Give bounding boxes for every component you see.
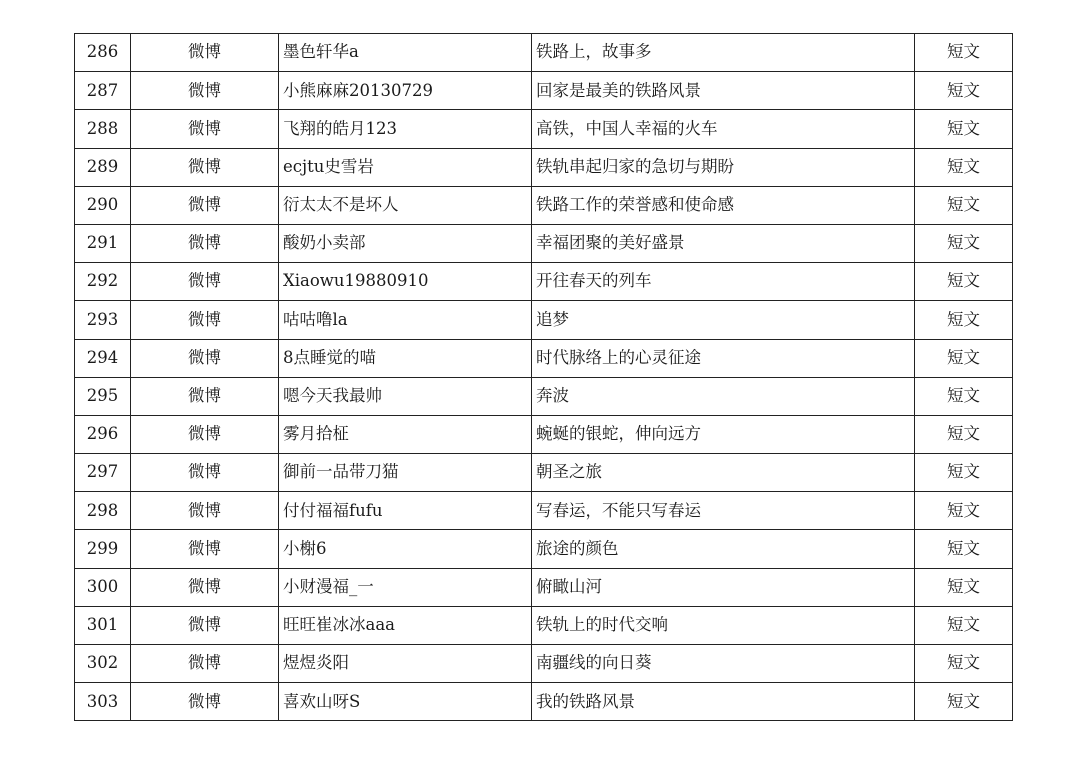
- cell-title: 旅途的颜色: [532, 530, 915, 568]
- cell-author: 喜欢山呀S: [279, 683, 532, 721]
- table-row: [75, 72, 1013, 110]
- cell-source: 微博: [131, 606, 279, 644]
- cell-number: 300: [75, 568, 131, 606]
- cell-title: 铁轨上的时代交响: [532, 606, 915, 644]
- table-row: [75, 224, 1013, 262]
- cell-number: 301: [75, 606, 131, 644]
- cell-type: 短文: [915, 301, 1013, 339]
- cell-author: 小熊麻麻20130729: [279, 72, 532, 110]
- cell-title: 开往春天的列车: [532, 263, 915, 301]
- cell-source: 微博: [131, 263, 279, 301]
- entries-table-container: [74, 33, 1005, 721]
- cell-source: 微博: [131, 186, 279, 224]
- cell-type: 短文: [915, 645, 1013, 683]
- cell-type: 短文: [915, 530, 1013, 568]
- cell-author: 衍太太不是坏人: [279, 186, 532, 224]
- table-row: [75, 339, 1013, 377]
- cell-title: 写春运，不能只写春运: [532, 492, 915, 530]
- cell-author: 墨色轩华a: [279, 34, 532, 72]
- table-row: [75, 645, 1013, 683]
- table-row: [75, 492, 1013, 530]
- cell-number: 303: [75, 683, 131, 721]
- cell-source: 微博: [131, 110, 279, 148]
- cell-type: 短文: [915, 454, 1013, 492]
- table-row: [75, 148, 1013, 186]
- cell-author: 煜煜炎阳: [279, 645, 532, 683]
- cell-author: 8点睡觉的喵: [279, 339, 532, 377]
- cell-title: 我的铁路风景: [532, 683, 915, 721]
- table-row: [75, 301, 1013, 339]
- cell-number: 287: [75, 72, 131, 110]
- cell-type: 短文: [915, 224, 1013, 262]
- cell-type: 短文: [915, 339, 1013, 377]
- cell-source: 微博: [131, 34, 279, 72]
- cell-number: 288: [75, 110, 131, 148]
- cell-type: 短文: [915, 148, 1013, 186]
- cell-type: 短文: [915, 34, 1013, 72]
- cell-author: Xiaowu19880910: [279, 263, 532, 301]
- cell-number: 286: [75, 34, 131, 72]
- table-row: [75, 110, 1013, 148]
- table-row: [75, 454, 1013, 492]
- table-row: [75, 606, 1013, 644]
- cell-source: 微博: [131, 568, 279, 606]
- cell-author: 旺旺崔冰冰aaa: [279, 606, 532, 644]
- cell-title: 回家是最美的铁路风景: [532, 72, 915, 110]
- table-row: [75, 530, 1013, 568]
- cell-type: 短文: [915, 606, 1013, 644]
- cell-source: 微博: [131, 72, 279, 110]
- cell-source: 微博: [131, 377, 279, 415]
- table-row: [75, 683, 1013, 721]
- cell-source: 微博: [131, 224, 279, 262]
- cell-title: 铁轨串起归家的急切与期盼: [532, 148, 915, 186]
- cell-number: 291: [75, 224, 131, 262]
- table-row: [75, 186, 1013, 224]
- cell-source: 微博: [131, 530, 279, 568]
- cell-title: 朝圣之旅: [532, 454, 915, 492]
- cell-title: 铁路上，故事多: [532, 34, 915, 72]
- cell-author: 雾月拾柾: [279, 415, 532, 453]
- cell-type: 短文: [915, 72, 1013, 110]
- cell-author: 飞翔的皓月123: [279, 110, 532, 148]
- cell-title: 追梦: [532, 301, 915, 339]
- cell-author: 小榭6: [279, 530, 532, 568]
- cell-number: 298: [75, 492, 131, 530]
- table-row: [75, 263, 1013, 301]
- cell-source: 微博: [131, 645, 279, 683]
- cell-title: 奔波: [532, 377, 915, 415]
- cell-source: 微博: [131, 148, 279, 186]
- cell-type: 短文: [915, 683, 1013, 721]
- cell-title: 蜿蜒的银蛇，伸向远方: [532, 415, 915, 453]
- cell-number: 299: [75, 530, 131, 568]
- cell-source: 微博: [131, 683, 279, 721]
- table-row: [75, 415, 1013, 453]
- cell-number: 292: [75, 263, 131, 301]
- cell-title: 南疆线的向日葵: [532, 645, 915, 683]
- entries-table: [74, 33, 1013, 721]
- cell-title: 幸福团聚的美好盛景: [532, 224, 915, 262]
- cell-number: 290: [75, 186, 131, 224]
- cell-type: 短文: [915, 110, 1013, 148]
- cell-source: 微博: [131, 339, 279, 377]
- cell-number: 289: [75, 148, 131, 186]
- cell-title: 高铁，中国人幸福的火车: [532, 110, 915, 148]
- cell-type: 短文: [915, 263, 1013, 301]
- cell-title: 时代脉络上的心灵征途: [532, 339, 915, 377]
- cell-author: 咕咕噜la: [279, 301, 532, 339]
- table-row: [75, 34, 1013, 72]
- table-body: [75, 34, 1013, 721]
- cell-number: 293: [75, 301, 131, 339]
- cell-source: 微博: [131, 415, 279, 453]
- cell-source: 微博: [131, 301, 279, 339]
- cell-number: 297: [75, 454, 131, 492]
- table-row: [75, 568, 1013, 606]
- table-row: [75, 377, 1013, 415]
- cell-type: 短文: [915, 377, 1013, 415]
- cell-number: 296: [75, 415, 131, 453]
- cell-author: 付付福福fufu: [279, 492, 532, 530]
- cell-number: 302: [75, 645, 131, 683]
- cell-type: 短文: [915, 415, 1013, 453]
- cell-type: 短文: [915, 492, 1013, 530]
- cell-number: 295: [75, 377, 131, 415]
- cell-type: 短文: [915, 568, 1013, 606]
- cell-author: 御前一品带刀猫: [279, 454, 532, 492]
- cell-source: 微博: [131, 492, 279, 530]
- cell-author: 酸奶小卖部: [279, 224, 532, 262]
- cell-author: 嗯今天我最帅: [279, 377, 532, 415]
- cell-source: 微博: [131, 454, 279, 492]
- cell-type: 短文: [915, 186, 1013, 224]
- cell-title: 铁路工作的荣誉感和使命感: [532, 186, 915, 224]
- cell-author: 小财漫福_一: [279, 568, 532, 606]
- cell-title: 俯瞰山河: [532, 568, 915, 606]
- cell-number: 294: [75, 339, 131, 377]
- cell-author: ecjtu史雪岩: [279, 148, 532, 186]
